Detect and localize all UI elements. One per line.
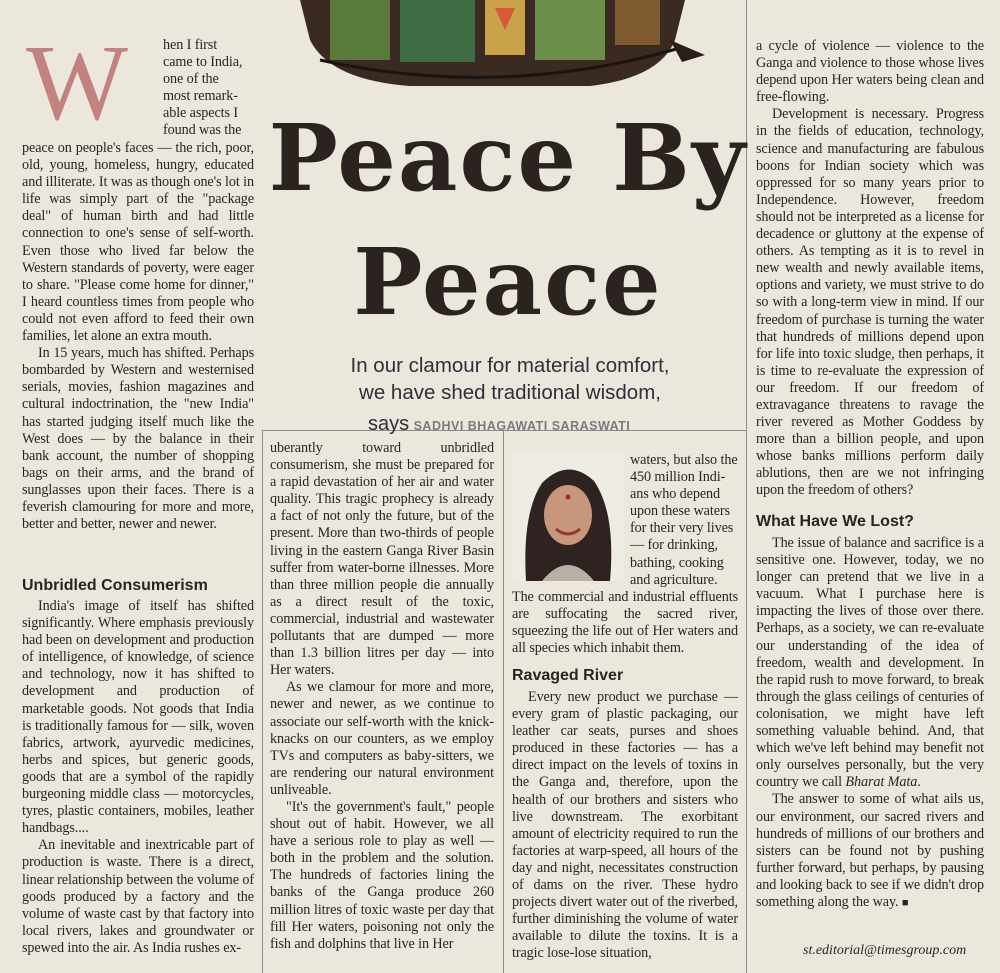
column-3-text: [512, 589, 738, 657]
photo-side-text: [630, 452, 740, 589]
column-1-text-lower: [22, 598, 254, 957]
author-photo: [512, 453, 624, 581]
byline: [368, 413, 630, 436]
paragraph: India's image of itself has shifted significantly. Where emphasis previously had been on development and production of intelligence, of knowledge, of science and technology, now it has shifted to development and production of marketable goods. Not goods that India is traditionally famous for — silk, woven fabrics, artwork, ayurvedic medicines, herbs and spices, but generic goods, goods that are a symbol of the rapidly burgeoning middle class — motorcycles, tyres, plastic containers, mobiles, leather handbags....: [22, 598, 254, 837]
subhead-what-have-we-lost: What Have We Lost?: [756, 513, 914, 530]
drop-cap: W: [26, 24, 128, 143]
text-italic: Bharat Mata: [845, 774, 918, 791]
paragraph: [756, 535, 984, 791]
byline-says: says: [368, 413, 410, 435]
text-line: came to India,: [163, 54, 243, 71]
paragraph: As we clamour for more and more, newer and newer, as we continue to associate our self-worth with the knick-knacks on our counters, as we employ TVs and computers as baby-sitters, we are rendering our natural environment unliveable.: [270, 679, 494, 798]
editorial-email: st.editorial@timesgroup.com: [803, 943, 967, 958]
column-2-text: [270, 440, 494, 953]
text-line: upon these waters: [630, 503, 730, 520]
text-line: bathing, cooking: [630, 554, 724, 571]
column-4-text: [756, 38, 984, 500]
paragraph: "It's the government's fault," people shout out of habit. However, we all have a serious role to play as well — both in the problem and the solution. The hundreds of factories lining the banks of the Ganga produce 260 million litres of toxic waste per day that fill Her waters, poisoning not only the fish and dolphins that live in Her: [270, 798, 494, 952]
paragraph: a cycle of violence — violence to the Ganga and violence to those whose lives depend upon Her waters being clean and free-flowing.: [756, 38, 984, 106]
boat-illustration: [290, 0, 710, 92]
paragraph: An inevitable and inextricable part of production is waste. There is a direct, linear relationship between the volume of goods produced by a factory and the volume of waste cast by that factory into local rivers, lakes and groundwater or spewed into the air. As India rushes ex-: [22, 837, 254, 956]
text-span: .: [917, 774, 921, 791]
text-line: — for drinking,: [630, 537, 718, 554]
paragraph: Development is necessary. Progress in the fields of education, technology, science and manufacturing are fabulous boons for Indian society which was oppressed for so many years prior to Independence. However, freedom should not be interpreted as a license for decadence or gluttony at the expense of others. As tempting as it is to revel in new wealth and newly available items, options and variety, we must strive to do so with a long-term view in mind. If our freedom of purchase is turning the water that hundreds of millions depend upon for life into toxic sludge, then perhaps, it is time to re-evaluate the expression of our freedom. If our freedom of extravagance threatens to ravage the river revered as Mother Goddess by more than a billion people, and upon whose banks millions perform daily ablutions, then are we not infringing upon the freedom of others?: [756, 106, 984, 499]
text-line: ans who depend: [630, 486, 721, 503]
subhead-unbridled-consumerism: Unbridled Consumerism: [22, 577, 208, 594]
subhead-ravaged-river: Ravaged River: [512, 667, 624, 684]
text-line: found was the: [163, 122, 242, 139]
headline-line-1: Peace By: [268, 104, 748, 212]
text-line: for their very lives: [630, 520, 734, 537]
intro-lines: [163, 37, 253, 140]
text-line: one of the: [163, 71, 219, 88]
column-3-text-lower: [512, 689, 738, 963]
column-rule: [503, 430, 504, 973]
column-1-text: [22, 140, 254, 533]
text-line: most remark-: [163, 88, 238, 105]
text-span: The answer to some of what ails us, our environment, our sacred rivers and hundreds of millions of our brothers and sisters can be found not by pushing further forward, but perhaps, by pausing and looking back to see if we didn't drop something along the way.: [756, 791, 984, 910]
text-line: hen I first: [163, 37, 218, 53]
text-line: 450 million Indi-: [630, 469, 726, 486]
paragraph: In 15 years, much has shifted. Perhaps bombarded by Western and westernised serials, movies, fashion magazines and cultural indoctrination, the "new India" has started judging itself much like the West does — by the balance in their bank account, the number of shopping bags on their arms, and the brand of sunglasses upon their faces. There is a feverish clamouring for more and more, better and better, newer and newer.: [22, 345, 254, 533]
text-line: waters, but also the: [630, 452, 738, 468]
text-line: and agriculture.: [630, 571, 718, 588]
dek-line-1: In our clamour for material comfort,: [350, 354, 670, 377]
column-4-text-lower: [756, 535, 984, 912]
end-mark: ■: [901, 896, 909, 909]
column-rule: [262, 430, 263, 973]
dek-line-2: we have shed traditional wisdom,: [359, 381, 661, 404]
paragraph: peace on people's faces — the rich, poor, old, young, homeless, hungry, educated and illiterate. It was as though one's lot in life was simply part of the "package deal" of human birth and had little connection to one's sense of self-worth. Even those who lived far below the Western standards of poverty, were eager to share. "Please come home for dinner," I heard countless times from people who could not even afford to feed their own families, let alone an extra mouth.: [22, 140, 254, 345]
author-name: SADHVI BHAGAWATI SARASWATI: [413, 419, 631, 433]
text-line: able aspects I: [163, 105, 239, 122]
text-span: The issue of balance and sacrifice is a sensitive one. However, today, we no longer can pretend that we live in a vacuum. What I purchase here is impacting the lives of those over there. Perhaps, as a society, we can re-evaluate our understanding of the idea of freedom, wealth and development. In the rapid rush to move forward, to break through the glass ceilings of centuries of colonisation, we might have left something valuable behind. And, that which we've left behind may benefit not only ourselves personally, but the very country we call: [756, 535, 984, 791]
headline-line-2: Peace: [353, 228, 663, 336]
paragraph: uberantly toward unbridled consumerism, she must be prepared for a rapid devastation of her air and water quality. This tragic prophecy is already a fact of not only the future, but of the present. More than two-thirds of people living in the eastern Ganga River Basin suffer from water-borne illnesses. More than three million people die annually as a direct result of the toxic, commercial, industrial and wastewater pollutants that are dumped — more than 1.3 billion litres per day — into Her waters.: [270, 440, 494, 679]
paragraph: Every new product we purchase — every gram of plastic packaging, our leather car seats, purses and shoes produced in these factories — has a direct impact on the levels of toxins in the Ganga and, therefore, upon the health of our brothers and sisters who live downstream. The exorbitant amount of electricity required to run the factories at warp-speed, all hours of the day and night, necessitates construction of dams on the river. These hydro projects divert water out of the riverbed, further diminishing the volume of water available to dilute the toxins. It is a tragic lose-lose situation,: [512, 689, 738, 962]
paragraph: The commercial and industrial effluents are suffocating the sacred river, squeezing the life out of Her waters and all species which inhabit them.: [512, 589, 738, 657]
paragraph: [756, 791, 984, 912]
